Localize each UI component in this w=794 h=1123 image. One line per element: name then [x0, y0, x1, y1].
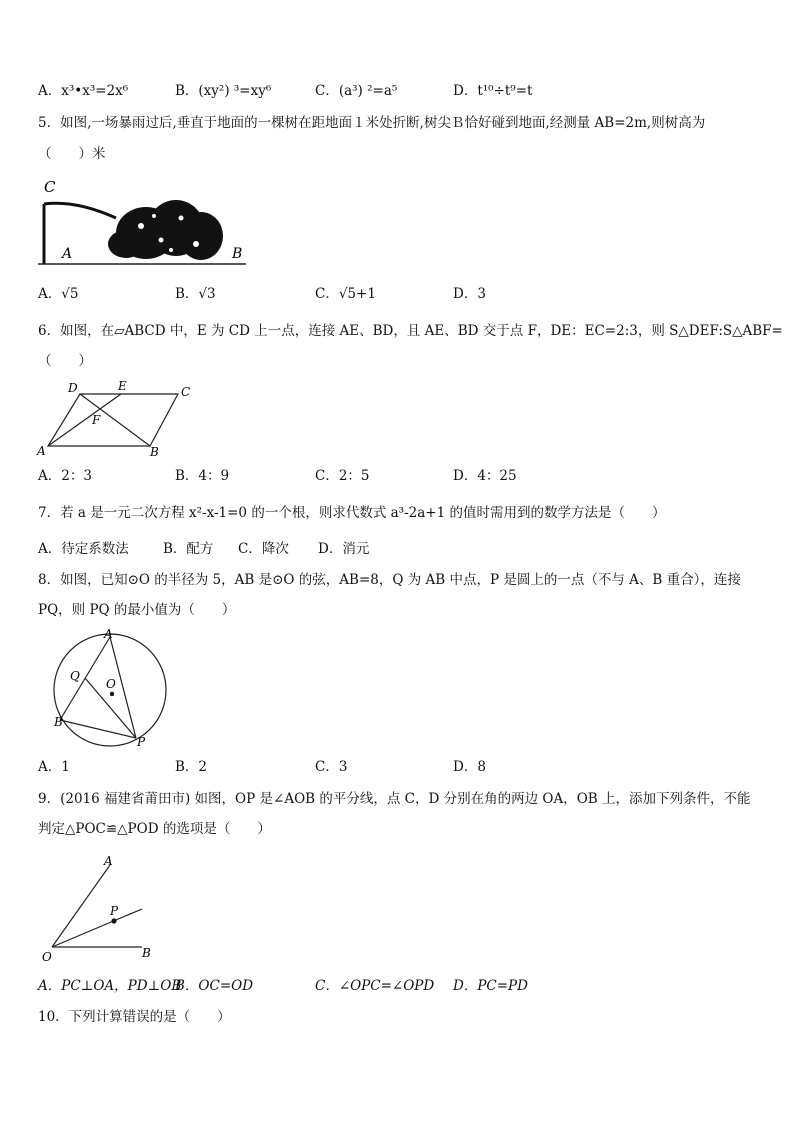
q8-label-o: O [106, 677, 116, 691]
q8-circle-figure [48, 626, 168, 750]
q5-tree-figure [36, 178, 256, 270]
q6-option-a: A．2：3 [38, 468, 92, 484]
q7-option-b: B．配方 [163, 541, 214, 557]
q8-option-d: D．8 [453, 759, 486, 775]
q7-stem: 7．若 a 是一元二次方程 x²-x-1=0 的一个根，则求代数式 a³-2a+1 的值时需用到的数学方法是（ ） [38, 505, 666, 521]
q9-label-a: A [104, 854, 113, 868]
q5-label-b: B [232, 246, 243, 262]
q6-option-c: C．2：5 [315, 468, 370, 484]
q5-stem: 5．如图,一场暴雨过后,垂直于地面的一棵树在距地面１米处折断,树尖Ｂ恰好碰到地面,经测量 AB=2m,则树高为 [38, 115, 706, 131]
q9-options [38, 977, 758, 995]
q6-label-c: C [181, 385, 191, 399]
q6-stem: 6．如图，在▱ABCD 中，E 为 CD 上一点，连接 AE、BD，且 AE、BD 交于点 F，DE：EC=2:3，则 S△DEF:S△ABF= [38, 323, 783, 339]
q5-label-c: C [44, 178, 56, 196]
q6-label-f: F [92, 413, 101, 427]
q9-stem: 9．(2016 福建省莆田市) 如图，OP 是∠AOB 的平分线，点 C，D 分别在角的两边 OA，OB 上，添加下列条件，不能 [38, 791, 751, 807]
q6-parallelogram-figure [30, 378, 200, 460]
q9-option-b: B．OC=OD [175, 978, 254, 994]
q9-stem-cont: 判定△POC≌△POD 的选项是（ ） [38, 821, 271, 837]
q8-option-a: A．1 [38, 759, 70, 775]
q7-option-c: C．降次 [238, 541, 289, 557]
q5-option-b: B．√3 [175, 286, 216, 302]
q8-option-c: C．3 [315, 759, 348, 775]
q8-stem: 8．如图，已知⊙O 的半径为 5，AB 是⊙O 的弦，AB=8，Q 为 AB 中点，P 是圆上的一点（不与 A、B 重合），连接 [38, 572, 741, 588]
q6-label-e: E [118, 379, 127, 393]
q9-label-o: O [42, 950, 52, 964]
q7-option-d: D．消元 [318, 541, 370, 557]
q5-option-c: C．√5+1 [315, 286, 376, 302]
q8-label-a: A [104, 627, 113, 641]
q9-option-c: C．∠OPC=∠OPD [315, 978, 435, 994]
q9-option-d: D．PC=PD [453, 978, 528, 994]
q4-option-d: D．t¹⁰÷t⁹=t [453, 83, 533, 99]
q5-options [38, 285, 758, 303]
q7-option-a: A．待定系数法 [38, 541, 129, 557]
q8-stem-cont: PQ，则 PQ 的最小值为（ ） [38, 602, 236, 618]
q6-options [38, 467, 758, 485]
q9-label-b: B [142, 946, 151, 960]
q5-option-d: D．3 [453, 286, 486, 302]
q4-option-b: B．(xy²) ³=xy⁶ [175, 83, 272, 99]
q6-label-d: D [68, 381, 78, 395]
q6-label-b: B [150, 445, 159, 459]
q6-label-a: A [37, 444, 46, 458]
q8-label-p: P [137, 735, 146, 749]
q4-option-a: A．x³•x³=2x⁶ [38, 83, 129, 99]
q9-label-p: P [110, 904, 119, 918]
q8-option-b: B．2 [175, 759, 208, 775]
q8-label-q: Q [70, 669, 80, 683]
q5-option-a: A．√5 [38, 286, 79, 302]
q9-option-a: A．PC⊥OA，PD⊥OB [38, 978, 182, 994]
q6-option-b: B．4：9 [175, 468, 230, 484]
q5-label-a: A [62, 246, 73, 262]
q8-options [38, 758, 758, 776]
q7-options [38, 540, 758, 558]
q8-label-b: B [54, 715, 63, 729]
q6-option-d: D．4：25 [453, 468, 517, 484]
q10-stem: 10．下列计算错误的是（ ） [38, 1009, 231, 1025]
q4-option-c: C．(a³) ²=a⁵ [315, 83, 398, 99]
q9-angle-figure [38, 853, 158, 965]
q6-stem-cont: （ ） [38, 353, 92, 369]
q5-stem-cont: （ ）米 [38, 146, 106, 162]
q4-options [38, 82, 758, 100]
